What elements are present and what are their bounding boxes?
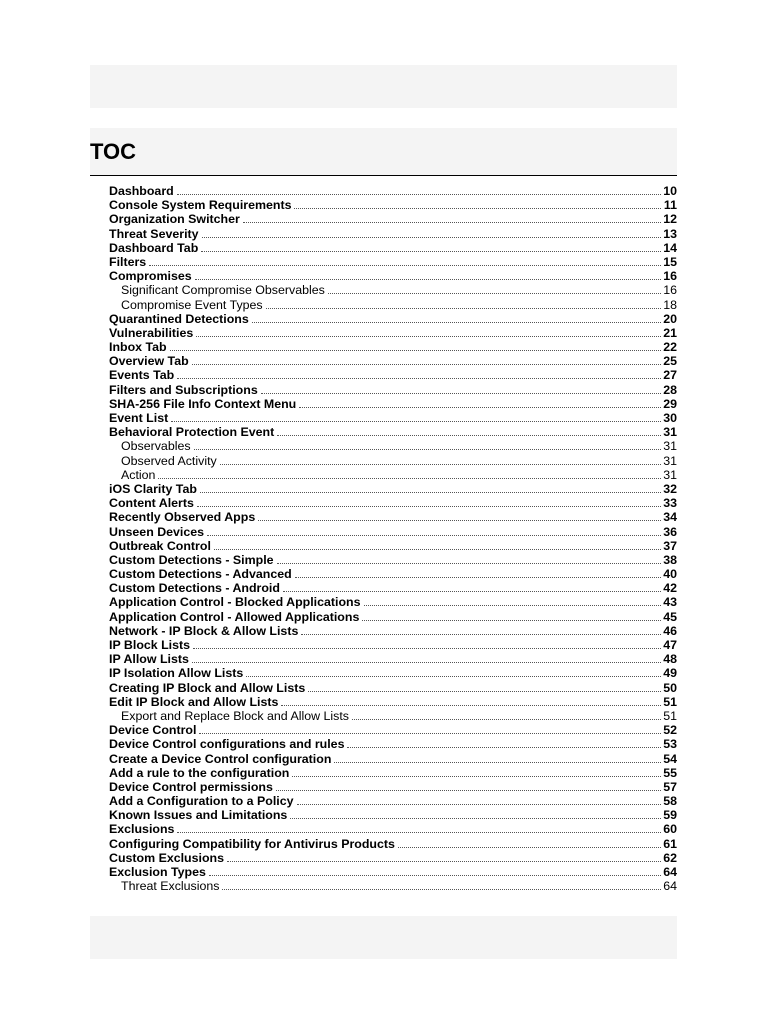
toc-entry[interactable] bbox=[109, 808, 677, 822]
toc-entry[interactable] bbox=[109, 411, 677, 425]
toc-entry-page-number: 11 bbox=[663, 198, 677, 213]
toc-dot-leader bbox=[283, 590, 661, 592]
toc-dot-leader bbox=[297, 803, 662, 805]
toc-dot-leader bbox=[177, 377, 661, 379]
toc-entry-label: Unseen Devices bbox=[109, 524, 205, 539]
toc-title-band bbox=[90, 128, 677, 176]
toc-entry-page-number: 14 bbox=[663, 240, 677, 255]
toc-entry-page-number: 38 bbox=[663, 552, 677, 567]
toc-entry-page-number: 48 bbox=[663, 652, 677, 667]
toc-dot-leader bbox=[294, 207, 661, 209]
toc-entry-page-number: 13 bbox=[663, 226, 677, 241]
toc-dot-leader bbox=[177, 831, 661, 833]
toc-entry-page-number: 33 bbox=[663, 496, 677, 511]
toc-dot-leader bbox=[258, 519, 661, 521]
toc-dot-leader bbox=[227, 860, 661, 862]
toc-entry-label: Threat Exclusions bbox=[121, 879, 220, 894]
toc-dot-leader bbox=[192, 661, 661, 663]
toc-entry-page-number: 30 bbox=[663, 411, 677, 425]
toc-entry-page-number: 40 bbox=[663, 567, 677, 582]
toc-entry[interactable] bbox=[109, 709, 677, 723]
toc-dot-leader bbox=[158, 477, 661, 479]
toc-entry[interactable] bbox=[109, 312, 677, 326]
toc-entry-page-number: 31 bbox=[663, 453, 677, 468]
toc-entry[interactable] bbox=[109, 681, 677, 695]
toc-dot-leader bbox=[201, 250, 661, 252]
toc-entry-label: Dashboard bbox=[109, 184, 174, 198]
toc-entry[interactable] bbox=[109, 212, 677, 226]
page-title: TOC bbox=[90, 139, 137, 164]
toc-entry[interactable] bbox=[109, 610, 677, 624]
toc-entry-label: Device Control bbox=[109, 723, 197, 738]
toc-entry-page-number: 43 bbox=[663, 595, 677, 610]
toc-entry-page-number: 51 bbox=[663, 694, 677, 709]
page-header-bar bbox=[90, 65, 677, 108]
toc-entry-page-number: 57 bbox=[663, 779, 677, 794]
toc-entry[interactable] bbox=[109, 326, 677, 340]
toc-entry[interactable] bbox=[109, 723, 677, 737]
toc-dot-leader bbox=[299, 406, 661, 408]
toc-entry-page-number: 53 bbox=[663, 737, 677, 752]
toc-dot-leader bbox=[246, 675, 661, 677]
toc-entry-page-number: 12 bbox=[663, 212, 677, 227]
toc-entry-page-number: 47 bbox=[663, 638, 677, 652]
toc-entry-label: Recently Observed Apps bbox=[109, 510, 256, 525]
toc-entry[interactable] bbox=[109, 397, 677, 411]
toc-entry-page-number: 64 bbox=[663, 879, 677, 894]
toc-entry-page-number: 34 bbox=[663, 510, 677, 525]
toc-entry[interactable] bbox=[109, 553, 677, 567]
toc-entry[interactable] bbox=[109, 198, 677, 212]
toc-dot-leader bbox=[209, 874, 661, 876]
toc-dot-leader bbox=[177, 193, 661, 195]
toc-entry-page-number: 22 bbox=[663, 340, 677, 355]
toc-entry-page-number: 21 bbox=[663, 325, 677, 340]
toc-entry-page-number: 46 bbox=[663, 623, 677, 638]
toc-entry[interactable] bbox=[109, 510, 677, 524]
toc-dot-leader bbox=[202, 236, 661, 238]
toc-entry-label: Outbreak Control bbox=[109, 538, 211, 553]
toc-entry[interactable] bbox=[109, 525, 677, 539]
toc-dot-leader bbox=[170, 349, 661, 351]
toc-list bbox=[109, 184, 677, 893]
toc-entry[interactable] bbox=[109, 241, 677, 255]
toc-entry-label: Device Control configurations and rules bbox=[109, 737, 345, 752]
toc-entry-page-number: 45 bbox=[663, 609, 677, 624]
toc-entry-label: Observed Activity bbox=[121, 453, 217, 468]
toc-entry-label: Device Control permissions bbox=[109, 779, 273, 794]
toc-entry[interactable] bbox=[109, 227, 677, 241]
toc-entry-label: Observables bbox=[121, 439, 191, 454]
toc-entry[interactable] bbox=[109, 468, 677, 482]
toc-entry[interactable] bbox=[109, 879, 677, 893]
toc-dot-leader bbox=[261, 392, 661, 394]
toc-dot-leader bbox=[398, 846, 661, 848]
toc-dot-leader bbox=[277, 434, 661, 436]
toc-dot-leader bbox=[197, 505, 661, 507]
toc-entry-label: Add a rule to the configuration bbox=[109, 765, 290, 780]
toc-dot-leader bbox=[290, 817, 661, 819]
toc-dot-leader bbox=[276, 789, 661, 791]
toc-entry-label: Threat Severity bbox=[109, 226, 199, 241]
toc-dot-leader bbox=[352, 718, 661, 720]
toc-entry-page-number: 42 bbox=[663, 581, 677, 596]
toc-entry-label: Organization Switcher bbox=[109, 212, 240, 227]
toc-entry-page-number: 27 bbox=[663, 368, 677, 383]
toc-entry-page-number: 15 bbox=[663, 254, 677, 269]
toc-entry-label: Custom Detections - Android bbox=[109, 581, 280, 596]
toc-entry[interactable] bbox=[109, 383, 677, 397]
toc-entry-label: IP Block Lists bbox=[109, 638, 191, 652]
toc-entry[interactable] bbox=[109, 269, 677, 283]
toc-entry-label: Custom Detections - Simple bbox=[109, 552, 274, 567]
toc-dot-leader bbox=[362, 619, 661, 621]
toc-entry-page-number: 55 bbox=[663, 765, 677, 780]
toc-entry[interactable] bbox=[109, 638, 677, 652]
toc-entry-label: Configuring Compatibility for Antivirus Products bbox=[109, 836, 395, 851]
toc-entry[interactable] bbox=[109, 794, 677, 808]
toc-dot-leader bbox=[243, 221, 661, 223]
toc-entry-page-number: 52 bbox=[663, 723, 677, 738]
toc-entry-label: Dashboard Tab bbox=[109, 240, 199, 255]
toc-entry-label: SHA-256 File Info Context Menu bbox=[109, 396, 297, 411]
toc-entry-page-number: 25 bbox=[663, 354, 677, 369]
toc-dot-leader bbox=[308, 690, 661, 692]
toc-entry[interactable] bbox=[109, 766, 677, 780]
toc-entry[interactable] bbox=[109, 652, 677, 666]
toc-entry-page-number: 31 bbox=[663, 425, 677, 440]
toc-entry-page-number: 31 bbox=[663, 439, 677, 454]
toc-entry-label: IP Allow Lists bbox=[109, 652, 189, 667]
toc-dot-leader bbox=[222, 888, 661, 890]
toc-entry-page-number: 54 bbox=[663, 751, 677, 766]
toc-dot-leader bbox=[364, 604, 662, 606]
toc-entry-label: Add a Configuration to a Policy bbox=[109, 794, 294, 809]
toc-entry-label: Creating IP Block and Allow Lists bbox=[109, 680, 306, 695]
toc-entry-label: Overview Tab bbox=[109, 354, 189, 369]
toc-entry-label: Compromise Event Types bbox=[121, 297, 263, 312]
toc-entry[interactable] bbox=[109, 283, 677, 297]
toc-entry[interactable] bbox=[109, 624, 677, 638]
toc-entry[interactable] bbox=[109, 354, 677, 368]
toc-entry[interactable] bbox=[109, 439, 677, 453]
toc-entry-label: Content Alerts bbox=[109, 496, 194, 511]
toc-entry-page-number: 20 bbox=[663, 311, 677, 326]
toc-entry-page-number: 37 bbox=[663, 538, 677, 553]
toc-entry[interactable] bbox=[109, 851, 677, 865]
toc-entry-page-number: 28 bbox=[663, 382, 677, 397]
toc-dot-leader bbox=[281, 704, 661, 706]
toc-dot-leader bbox=[195, 278, 661, 280]
toc-dot-leader bbox=[196, 335, 661, 337]
toc-entry-label: Application Control - Allowed Applications bbox=[109, 609, 360, 624]
toc-entry-page-number: 64 bbox=[663, 865, 677, 879]
toc-dot-leader bbox=[193, 647, 661, 649]
toc-entry-label: Custom Exclusions bbox=[109, 850, 224, 865]
toc-entry-label: iOS Clarity Tab bbox=[109, 481, 197, 496]
toc-entry-page-number: 36 bbox=[663, 524, 677, 539]
toc-entry[interactable] bbox=[109, 822, 677, 836]
toc-entry[interactable] bbox=[109, 581, 677, 595]
toc-dot-leader bbox=[199, 732, 661, 734]
toc-entry[interactable] bbox=[109, 425, 677, 439]
toc-dot-leader bbox=[295, 576, 661, 578]
toc-dot-leader bbox=[347, 746, 661, 748]
toc-dot-leader bbox=[207, 534, 661, 536]
page-footer-bar bbox=[90, 916, 677, 959]
toc-dot-leader bbox=[194, 448, 661, 450]
toc-entry[interactable] bbox=[109, 595, 677, 609]
toc-entry-page-number: 18 bbox=[663, 297, 677, 312]
toc-entry-label: Create a Device Control configuration bbox=[109, 751, 332, 766]
toc-entry[interactable] bbox=[109, 496, 677, 510]
toc-entry[interactable] bbox=[109, 368, 677, 382]
toc-entry-label: Event List bbox=[109, 411, 169, 425]
toc-entry-page-number: 58 bbox=[663, 794, 677, 809]
toc-entry-label: Custom Detections - Advanced bbox=[109, 567, 292, 582]
toc-entry[interactable] bbox=[109, 298, 677, 312]
toc-entry[interactable] bbox=[109, 666, 677, 680]
toc-entry[interactable] bbox=[109, 184, 677, 198]
toc-dot-leader bbox=[301, 633, 661, 635]
toc-entry-label: Filters and Subscriptions bbox=[109, 382, 258, 397]
toc-entry-label: Vulnerabilities bbox=[109, 325, 194, 340]
toc-dot-leader bbox=[214, 548, 661, 550]
toc-dot-leader bbox=[200, 491, 661, 493]
toc-entry-label: IP Isolation Allow Lists bbox=[109, 666, 244, 681]
toc-dot-leader bbox=[277, 562, 661, 564]
toc-entry[interactable] bbox=[109, 539, 677, 553]
toc-entry-label: Significant Compromise Observables bbox=[121, 283, 325, 298]
toc-entry[interactable] bbox=[109, 865, 677, 879]
toc-dot-leader bbox=[149, 264, 661, 266]
toc-entry-label: Export and Replace Block and Allow Lists bbox=[121, 708, 349, 723]
toc-dot-leader bbox=[220, 463, 661, 465]
toc-entry-page-number: 49 bbox=[663, 666, 677, 681]
toc-entry[interactable] bbox=[109, 695, 677, 709]
toc-entry-label: Compromises bbox=[109, 269, 192, 284]
toc-entry-label: Inbox Tab bbox=[109, 340, 167, 355]
toc-dot-leader bbox=[252, 321, 661, 323]
toc-entry-label: Exclusions bbox=[109, 822, 175, 837]
toc-dot-leader bbox=[328, 292, 661, 294]
toc-entry-page-number: 59 bbox=[663, 808, 677, 823]
toc-dot-leader bbox=[292, 775, 661, 777]
toc-entry-label: Filters bbox=[109, 254, 147, 269]
toc-entry-page-number: 16 bbox=[663, 283, 677, 298]
toc-dot-leader bbox=[192, 363, 661, 365]
toc-entry-label: Console System Requirements bbox=[109, 198, 292, 213]
toc-entry-label: Network - IP Block & Allow Lists bbox=[109, 623, 299, 638]
toc-entry-page-number: 60 bbox=[663, 822, 677, 837]
toc-entry-label: Exclusion Types bbox=[109, 865, 206, 879]
toc-entry[interactable] bbox=[109, 737, 677, 751]
toc-dot-leader bbox=[266, 307, 661, 309]
toc-entry[interactable] bbox=[109, 255, 677, 269]
toc-entry[interactable] bbox=[109, 454, 677, 468]
toc-entry-label: Behavioral Protection Event bbox=[109, 425, 275, 440]
toc-dot-leader bbox=[334, 761, 661, 763]
toc-entry[interactable] bbox=[109, 752, 677, 766]
toc-entry-page-number: 10 bbox=[663, 184, 677, 198]
toc-entry[interactable] bbox=[109, 837, 677, 851]
toc-entry-page-number: 16 bbox=[663, 269, 677, 284]
toc-entry-page-number: 31 bbox=[663, 467, 677, 482]
toc-entry-page-number: 50 bbox=[663, 680, 677, 695]
toc-entry-page-number: 61 bbox=[663, 836, 677, 851]
toc-entry-label: Action bbox=[121, 467, 156, 482]
toc-entry-page-number: 29 bbox=[663, 396, 677, 411]
toc-entry-page-number: 62 bbox=[663, 850, 677, 865]
toc-entry-label: Quarantined Detections bbox=[109, 311, 249, 326]
toc-entry[interactable] bbox=[109, 780, 677, 794]
toc-entry-label: Known Issues and Limitations bbox=[109, 808, 288, 823]
toc-entry[interactable] bbox=[109, 567, 677, 581]
toc-entry-page-number: 51 bbox=[663, 708, 677, 723]
toc-entry-page-number: 32 bbox=[663, 481, 677, 496]
toc-entry[interactable] bbox=[109, 482, 677, 496]
toc-dot-leader bbox=[171, 420, 661, 422]
toc-entry-label: Events Tab bbox=[109, 368, 175, 383]
toc-entry-label: Edit IP Block and Allow Lists bbox=[109, 694, 279, 709]
toc-entry[interactable] bbox=[109, 340, 677, 354]
toc-entry-label: Application Control - Blocked Applications bbox=[109, 595, 361, 610]
